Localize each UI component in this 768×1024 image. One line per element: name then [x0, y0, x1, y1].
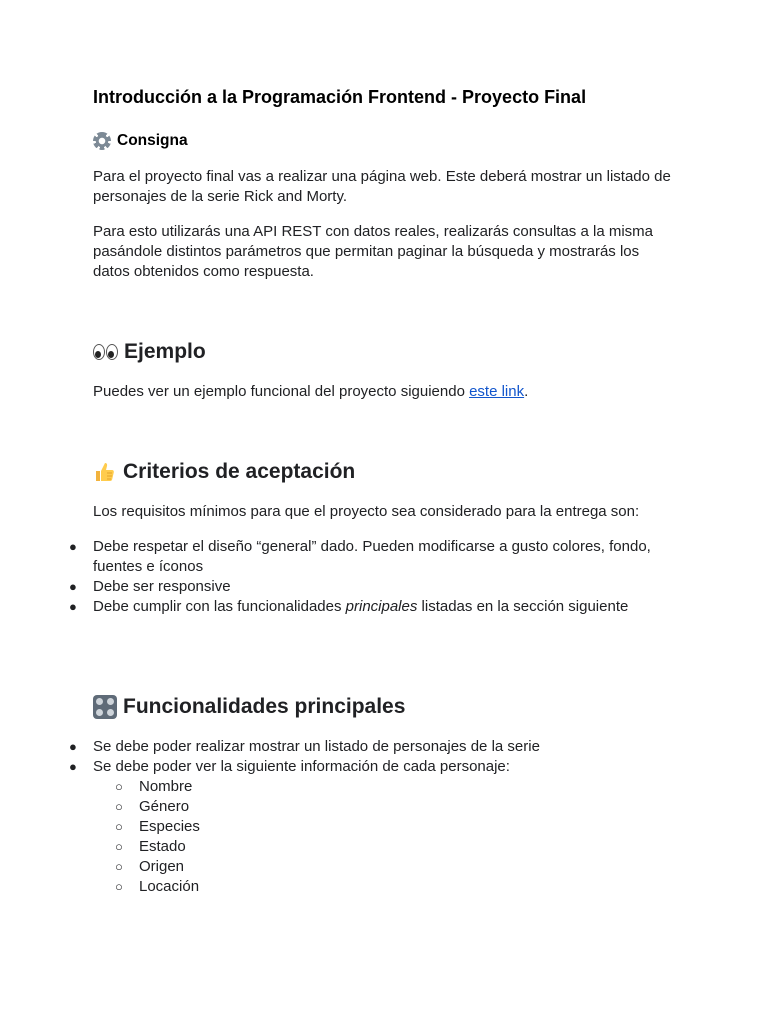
ejemplo-text: Puedes ver un ejemplo funcional del proyecto siguiendo — [93, 383, 470, 400]
ejemplo-heading — [93, 340, 206, 364]
criterios-list — [47, 537, 673, 617]
gear-icon — [93, 132, 111, 150]
bullet-glyph: ● — [69, 579, 77, 594]
bullet-glyph: ● — [69, 539, 77, 554]
page-title: Introducción a la Programación Frontend - Proyecto Final — [93, 87, 587, 107]
character-fields-list — [93, 777, 673, 897]
list-item-text: Debe ser responsive — [93, 578, 231, 595]
consigna-paragraph-2: Para esto utilizarás una API REST con datos reales, realizarás consultas a la misma pasándole distintos parámetros que permitan paginar la búsqueda y mostrarás los datos obtenidos como respuesta. — [93, 223, 653, 280]
bullet-glyph: ● — [69, 599, 77, 614]
funcionalidades-list — [47, 737, 673, 897]
list-item-text: Debe cumplir con las funcionalidades — [93, 598, 346, 615]
sub-list-item-text: Locación — [139, 878, 200, 895]
list-item — [47, 737, 673, 757]
list-item — [47, 597, 673, 617]
sub-bullet-glyph: ○ — [115, 859, 123, 874]
sub-list-item-text: Nombre — [139, 778, 193, 795]
sub-bullet-glyph: ○ — [115, 839, 123, 854]
sub-list-item — [93, 837, 673, 857]
list-item — [47, 537, 673, 577]
bullet-glyph: ● — [69, 759, 77, 774]
sub-list-item-text: Estado — [139, 838, 186, 855]
sub-list-item-text: Origen — [139, 858, 185, 875]
sub-list-item — [93, 857, 673, 877]
funcionalidades-heading-text: Funcionalidades principales — [123, 695, 406, 718]
sub-list-item — [93, 797, 673, 817]
funcionalidades-heading — [93, 695, 405, 719]
sub-list-item-text: Especies — [139, 818, 200, 835]
list-item-text: Se debe poder realizar mostrar un listado de personajes de la serie — [93, 738, 540, 755]
consigna-heading — [93, 132, 188, 150]
sub-bullet-glyph: ○ — [115, 819, 123, 834]
ejemplo-text-end: . — [524, 383, 529, 400]
consigna-paragraph-1: Para el proyecto final vas a realizar una página web. Este deberá mostrar un listado de personajes de la serie Rick and Morty. — [93, 168, 671, 205]
list-item-text-end: listadas en la sección siguiente — [417, 598, 629, 615]
list-item-emphasis: principales — [345, 598, 418, 615]
criterios-heading — [93, 460, 355, 484]
ejemplo-paragraph — [93, 382, 673, 402]
list-item-text: Se debe poder ver la siguiente información de cada personaje: — [93, 758, 510, 775]
sub-bullet-glyph: ○ — [115, 799, 123, 814]
list-item — [47, 757, 673, 897]
list-item-text: Debe respetar el diseño “general” dado. Pueden modificarse a gusto colores, fondo, fuentes e íconos — [93, 538, 651, 575]
criterios-intro: Los requisitos mínimos para que el proyecto sea considerado para la entrega son: — [93, 503, 640, 520]
control-knobs-icon — [93, 695, 117, 719]
example-link[interactable]: este link — [469, 383, 525, 400]
sub-bullet-glyph: ○ — [115, 879, 123, 894]
thumbs-up-icon — [93, 460, 117, 484]
sub-list-item — [93, 877, 673, 897]
list-item — [47, 577, 673, 597]
sub-list-item-text: Género — [139, 798, 190, 815]
sub-list-item — [93, 817, 673, 837]
bullet-glyph: ● — [69, 739, 77, 754]
eyes-icon — [93, 344, 118, 360]
consigna-heading-text: Consigna — [117, 132, 188, 149]
sub-list-item — [93, 777, 673, 797]
ejemplo-heading-text: Ejemplo — [124, 340, 206, 363]
sub-bullet-glyph: ○ — [115, 779, 123, 794]
criterios-heading-text: Criterios de aceptación — [123, 460, 356, 483]
